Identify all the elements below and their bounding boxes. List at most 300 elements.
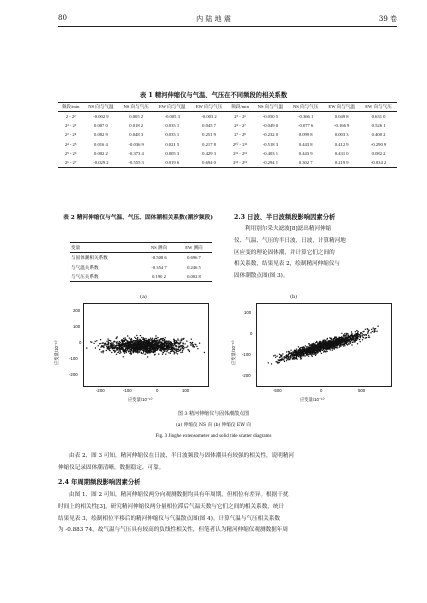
scatter-point	[300, 354, 301, 355]
scatter-point	[120, 348, 121, 349]
scatter-point	[325, 346, 326, 347]
scatter-point	[156, 339, 157, 340]
table1-cell: 0.082 2	[371, 150, 386, 156]
scatter-point	[139, 349, 140, 350]
scatter-point	[150, 352, 151, 353]
scatter-point	[131, 338, 132, 339]
scatter-point	[294, 352, 295, 353]
table1-cell: -0.049 0	[262, 123, 279, 129]
scatter-point	[301, 347, 302, 348]
scatter-point	[118, 349, 119, 350]
scatter-point	[300, 358, 301, 359]
table1-cell: 0.048 3	[129, 132, 144, 138]
scatter-point	[282, 353, 283, 354]
scatter-point	[138, 349, 139, 350]
scatter-point	[308, 350, 309, 351]
scatter-point	[357, 335, 358, 336]
scatter-point	[149, 344, 150, 345]
table1-cell: -0.029 2	[93, 160, 109, 166]
scatter-point	[109, 349, 110, 350]
table1-header-cell: NS 向与气温	[88, 104, 114, 109]
scatter-point	[329, 337, 330, 338]
scatter-point	[152, 340, 153, 341]
scatter-point	[289, 359, 290, 360]
scatter-point	[162, 354, 163, 355]
scatter-point	[306, 355, 307, 356]
scatter-point	[171, 347, 172, 348]
table1-row	[58, 112, 397, 122]
table2-body	[70, 253, 212, 282]
scatter-point	[182, 343, 183, 344]
scatter-point	[119, 344, 120, 345]
scatter-point	[150, 340, 151, 341]
scatter-point	[124, 337, 125, 338]
scatter-point	[165, 345, 166, 346]
scatter-point	[196, 346, 197, 347]
scatter-point	[173, 351, 174, 352]
table1-header-row	[58, 103, 397, 112]
y-axis-label-a: 应变量/10⁻¹⁰	[54, 340, 59, 365]
scatter-point	[308, 349, 309, 350]
scatter-point	[164, 339, 165, 340]
scatter-point	[139, 347, 140, 348]
table1-cell: 0.035 1	[165, 123, 180, 129]
scatter-point	[377, 326, 378, 327]
table1-cell: -0.002 9	[93, 114, 109, 119]
scatter-point	[293, 357, 294, 358]
table2-header-cell: NS 测向	[150, 245, 168, 250]
table1-cell: 0.019 6	[165, 160, 180, 166]
table2-cell: 0.246 5	[187, 264, 201, 270]
table1-cell: 2³ - 2⁴	[64, 132, 77, 138]
scatter-point	[357, 333, 358, 334]
scatter-point	[304, 348, 305, 349]
section-2-3-text	[234, 224, 399, 283]
scatter-point	[119, 353, 120, 354]
scatter-point	[118, 345, 119, 346]
xtick-b: 500	[358, 388, 366, 393]
scatter-point	[284, 361, 285, 362]
scatter-point	[324, 341, 325, 342]
scatter-point	[292, 352, 293, 353]
scatter-point	[304, 355, 305, 356]
scatter-point	[332, 341, 333, 342]
table1-cell: 0.526 1	[371, 123, 386, 129]
scatter-point	[162, 347, 163, 348]
scatter-point	[310, 345, 311, 346]
scatter-point	[284, 357, 285, 358]
section-2-3-line: 相关系数，结果见表 2，绘制精河伸缩仪与	[234, 261, 341, 268]
scatter-point	[95, 341, 96, 342]
table1-cell: 2⁵ - 2⁶	[234, 114, 246, 119]
scatter-point	[343, 345, 344, 346]
scatter-point	[128, 351, 129, 352]
section-2-3-line: 区应变的理论固体潮，并计算它们之间的	[234, 249, 335, 256]
figure3-caption-en: Fig. 3 Jinghe extensometer and solid tide scatter diagrams	[155, 434, 272, 439]
scatter-b-svg	[257, 304, 391, 386]
scatter-point	[324, 340, 325, 341]
scatter-point	[131, 339, 132, 340]
scatter-point	[182, 346, 183, 347]
scatter-point	[311, 351, 312, 352]
scatter-point	[290, 350, 291, 351]
scatter-point	[310, 348, 311, 349]
scatter-point	[274, 355, 275, 356]
scatter-point	[141, 353, 142, 354]
scatter-point	[133, 340, 134, 341]
ytick-b: 0	[250, 331, 253, 336]
scatter-point	[351, 331, 352, 332]
scatter-point	[355, 338, 356, 339]
table1-cell: -0.403 1	[262, 150, 279, 156]
section-2-4-line: 结果见表 3，绘制相位平移后的精河伸缩仪与气温散点图(图 4)。计算气温与气压相关系数	[58, 515, 281, 522]
scatter-point	[126, 347, 127, 348]
scatter-point	[141, 337, 142, 338]
scatter-point	[170, 353, 171, 354]
scatter-point	[318, 343, 319, 344]
scatter-point	[165, 341, 166, 342]
scatter-point	[160, 345, 161, 346]
scatter-point	[171, 345, 172, 346]
scatter-point	[182, 350, 183, 351]
table1-cell: 0.035 1	[165, 132, 180, 138]
scatter-point	[362, 337, 363, 338]
scatter-point	[360, 336, 361, 337]
scatter-point	[319, 341, 320, 342]
scatter-point	[178, 345, 179, 346]
xtick-b: 0	[320, 388, 323, 393]
scatter-point	[334, 348, 335, 349]
section-2-4-line: 时间上的相关性[3]，研究精河伸缩仪两分量相位滞后气温天数与它们之间的相关系数，统计	[58, 503, 285, 510]
scatter-point	[176, 350, 177, 351]
scatter-point	[136, 335, 137, 336]
scatter-point	[183, 348, 184, 349]
scatter-point	[154, 349, 155, 350]
scatter-point	[301, 349, 302, 350]
scatter-point	[313, 350, 314, 351]
table1-cell: 0.443 9	[298, 150, 313, 156]
scatter-point	[144, 348, 145, 349]
scatter-point	[347, 341, 348, 342]
scatter-point	[143, 342, 144, 343]
scatter-point	[344, 344, 345, 345]
scatter-point	[142, 345, 143, 346]
table1-cell: 2¹⁰ - 2¹¹	[232, 141, 248, 147]
scatter-point	[111, 344, 112, 345]
scatter-point	[108, 349, 109, 350]
scatter-point	[334, 341, 335, 342]
scatter-point	[326, 351, 327, 352]
scatter-point	[134, 340, 135, 341]
scatter-point	[351, 344, 352, 345]
scatter-point	[340, 344, 341, 345]
scatter-point	[107, 338, 108, 339]
scatter-point	[108, 342, 109, 343]
scatter-point	[127, 341, 128, 342]
scatter-point	[146, 351, 147, 352]
scatter-point	[324, 344, 325, 345]
scatter-point	[331, 347, 332, 348]
scatter-point	[284, 356, 285, 357]
scatter-point	[282, 359, 283, 360]
page-number: 80	[58, 14, 67, 22]
table1-header-cell: EW 向与气温	[328, 104, 355, 109]
scatter-point	[356, 330, 357, 331]
scatter-point	[302, 355, 303, 356]
table2	[70, 242, 212, 282]
scatter-point	[294, 350, 295, 351]
scatter-point	[130, 343, 131, 344]
scatter-point	[131, 341, 132, 342]
table1-cell: 0.021 5	[165, 141, 180, 147]
ytick-a: 100	[73, 324, 81, 329]
table1-cell: 0.219 9	[334, 160, 349, 166]
scatter-point	[134, 350, 135, 351]
scatter-point	[310, 352, 311, 353]
table1-header-cell: NS 向与气温	[257, 104, 284, 109]
ytick-b: -100	[242, 352, 251, 357]
scatter-point	[337, 342, 338, 343]
scatter-point	[296, 349, 297, 350]
scatter-point	[356, 336, 357, 337]
scatter-point	[190, 344, 191, 345]
scatter-point	[182, 345, 183, 346]
scatter-point	[127, 343, 128, 344]
xtick-a: -200	[96, 388, 105, 393]
scatter-point	[113, 344, 114, 345]
scatter-point	[350, 343, 351, 344]
scatter-point	[328, 347, 329, 348]
scatter-point	[187, 345, 188, 346]
table1-cell: -0.555 3	[128, 160, 144, 166]
table1-cell: 2 - 2²	[65, 114, 76, 119]
scatter-point	[315, 353, 316, 354]
scatter-point	[327, 344, 328, 345]
scatter-point	[287, 359, 288, 360]
scatter-point	[281, 358, 282, 359]
table1-cell: 2⁴ - 2⁵	[64, 141, 77, 147]
table1-cell: 0.005 3	[165, 150, 180, 156]
scatter-point	[168, 352, 169, 353]
scatter-point	[129, 349, 130, 350]
scatter-point	[180, 348, 181, 349]
scatter-point	[115, 350, 116, 351]
table1-header-cell: 频段/min	[231, 104, 249, 109]
scatter-point	[142, 339, 143, 340]
scatter-point	[357, 343, 358, 344]
scatter-point	[296, 356, 297, 357]
scatter-point	[285, 357, 286, 358]
section-2-3-line: 仪、气温、气压的半日波、日波，计算精河地	[234, 237, 346, 244]
scatter-point	[157, 348, 158, 349]
scatter-point	[152, 345, 153, 346]
table2-cell: -0.354 7	[151, 264, 167, 270]
scatter-point	[369, 337, 370, 338]
scatter-point	[335, 343, 336, 344]
scatter-point	[155, 342, 156, 343]
scatter-point	[353, 337, 354, 338]
table1-header-cell: EW 向与气压	[365, 104, 392, 109]
table1-cell: -0.003 2	[201, 114, 217, 119]
scatter-point	[374, 328, 375, 329]
scatter-point	[321, 353, 322, 354]
scatter-point	[91, 342, 92, 343]
scatter-point	[127, 335, 128, 336]
table1-cell: -0.050 5	[262, 114, 279, 119]
scatter-point	[106, 350, 107, 351]
x-axis-label-b: 应变量/10⁻¹⁰	[300, 397, 325, 402]
scatter-point	[137, 343, 138, 344]
scatter-point	[315, 342, 316, 343]
scatter-point	[334, 336, 335, 337]
scatter-point	[359, 339, 360, 340]
scatter-point	[165, 354, 166, 355]
scatter-point	[353, 339, 354, 340]
scatter-point	[186, 347, 187, 348]
scatter-point	[173, 348, 174, 349]
scatter-point	[299, 353, 300, 354]
panel-a-label: (a)	[140, 294, 147, 300]
scatter-point	[167, 349, 168, 350]
scatter-point	[273, 355, 274, 356]
table1-cell: 0.302 7	[298, 160, 313, 166]
table1-header-cell: NS 向与气压	[292, 104, 319, 109]
scatter-point	[161, 350, 162, 351]
journal-title: 内 陆 地 震	[196, 15, 231, 23]
scatter-point	[101, 351, 102, 352]
scatter-point	[175, 345, 176, 346]
scatter-point	[102, 342, 103, 343]
scatter-point	[355, 335, 356, 336]
scatter-point	[173, 339, 174, 340]
scatter-point	[174, 353, 175, 354]
scatter-point	[148, 340, 149, 341]
table1-cell: 0.003 3	[334, 132, 349, 138]
table1-cell: -0.518 3	[262, 141, 279, 147]
scatter-point	[142, 353, 143, 354]
scatter-point	[341, 341, 342, 342]
panel-b-label: (b)	[290, 294, 298, 300]
scatter-point	[299, 350, 300, 351]
scatter-point	[136, 344, 137, 345]
scatter-point	[176, 346, 177, 347]
scatter-point	[323, 351, 324, 352]
section-2-3-heading: 2.3 日波、半日波频段影响因素分析	[234, 214, 336, 221]
scatter-point	[332, 347, 333, 348]
scatter-point	[170, 341, 171, 342]
scatter-point	[298, 352, 299, 353]
table1-cell: 0.429 3	[202, 150, 216, 156]
table1-row	[58, 140, 397, 149]
scatter-point	[320, 351, 321, 352]
scatter-point	[122, 343, 123, 344]
scatter-point	[164, 344, 165, 345]
scatter-point	[156, 346, 157, 347]
scatter-point	[338, 343, 339, 344]
ytick-b: 100	[244, 310, 252, 315]
scatter-point	[344, 340, 345, 341]
table2-cell: 0.696 7	[187, 255, 201, 261]
scatter-point	[288, 353, 289, 354]
scatter-point	[194, 346, 195, 347]
scatter-point	[204, 352, 205, 353]
scatter-point	[180, 345, 181, 346]
scatter-point	[106, 344, 107, 345]
scatter-point	[357, 338, 358, 339]
scatter-point	[331, 344, 332, 345]
scatter-point	[309, 345, 310, 346]
table2-cell: -0.508 6	[151, 255, 167, 261]
scatter-point	[363, 334, 364, 335]
scatter-point	[173, 346, 174, 347]
section-2-4-text	[58, 490, 398, 537]
scatter-point	[317, 350, 318, 351]
scatter-point	[112, 343, 113, 344]
scatter-point	[143, 350, 144, 351]
y-axis-label-b: 应变量/10⁻¹⁰	[231, 340, 236, 365]
scatter-point	[357, 331, 358, 332]
scatter-point	[114, 350, 115, 351]
scatter-point	[360, 332, 361, 333]
table2-row	[70, 272, 212, 282]
scatter-point	[322, 345, 323, 346]
table1-cell: -0.036 9	[128, 141, 144, 147]
scatter-point	[291, 354, 292, 355]
scatter-point	[119, 348, 120, 349]
scatter-point	[146, 342, 147, 343]
scatter-point	[170, 351, 171, 352]
scatter-point	[138, 351, 139, 352]
scatter-point	[333, 338, 334, 339]
scatter-point	[129, 337, 130, 338]
scatter-point	[367, 333, 368, 334]
scatter-point	[318, 349, 319, 350]
scatter-point	[109, 347, 110, 348]
scatter-point	[155, 341, 156, 342]
scatter-point	[365, 329, 366, 330]
scatter-point	[145, 338, 146, 339]
scatter-point	[325, 349, 326, 350]
scatter-point	[100, 343, 101, 344]
scatter-point	[342, 339, 343, 340]
scatter-point	[370, 332, 371, 333]
scatter-point	[298, 354, 299, 355]
scatter-point	[348, 336, 349, 337]
table1-cell: 0.217 8	[202, 141, 216, 147]
xtick-a: 100	[182, 388, 190, 393]
table1-header-cell: NS 向与气压	[123, 104, 149, 109]
scatter-point	[131, 354, 132, 355]
scatter-point	[325, 348, 326, 349]
scatter-point	[117, 352, 118, 353]
scatter-point	[345, 339, 346, 340]
scatter-point	[372, 331, 373, 332]
scatter-point	[128, 348, 129, 349]
scatter-point	[188, 350, 189, 351]
scatter-point	[307, 353, 308, 354]
scatter-point	[145, 349, 146, 350]
scatter-point	[350, 337, 351, 338]
scatter-point	[363, 331, 364, 332]
scatter-point	[125, 351, 126, 352]
table2-cell: 0.190 2	[152, 273, 166, 279]
ytick-a: 0	[79, 340, 82, 345]
scatter-point	[180, 352, 181, 353]
scatter-point	[158, 353, 159, 354]
scatter-point	[314, 348, 315, 349]
scatter-point	[100, 339, 101, 340]
scatter-point	[347, 339, 348, 340]
